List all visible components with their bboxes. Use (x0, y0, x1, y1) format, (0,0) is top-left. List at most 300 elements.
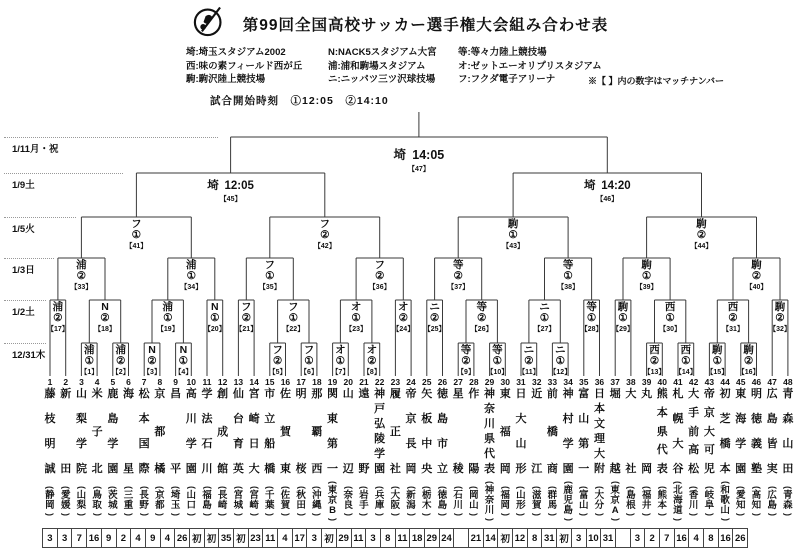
match-5-label (268, 345, 288, 377)
match-label-part: ① (539, 312, 550, 324)
prefecture-paren-open: ( (720, 481, 731, 484)
prefecture-char: 愛 (60, 490, 71, 501)
team-number: 40 (657, 377, 667, 387)
appearance-count-cell: 23 (248, 528, 264, 548)
prefecture-paren-close: ) (422, 513, 433, 516)
team-name-char: 覇 (311, 425, 323, 438)
match-label-part: ② (76, 270, 87, 282)
prefecture-paren-open: ( (516, 486, 527, 489)
match-label-part: 【8】 (362, 369, 381, 376)
team-prefecture (312, 476, 322, 526)
prefecture-char: 知 (751, 500, 762, 511)
team-column (780, 377, 796, 526)
appearance-count-cell: 初 (321, 528, 337, 548)
match-label-part: ① (681, 355, 691, 367)
prefecture-paren-close: ) (45, 513, 56, 516)
match-19-label (158, 302, 178, 334)
prefecture-char: 島 (626, 490, 636, 501)
match-label-part: 【34】 (180, 284, 203, 291)
team-name-char: 関 (327, 388, 339, 400)
team-number: 1 (47, 377, 53, 387)
match-label-part: 等 (562, 259, 574, 271)
match-label-part: ニ (539, 301, 550, 313)
team-name (500, 389, 511, 475)
team-column (105, 377, 121, 526)
team-name-char: 昌 (170, 388, 182, 400)
team-number: 47 (767, 377, 777, 387)
team-name-char: 神 (484, 388, 496, 400)
team-name-char: 辺 (342, 463, 354, 475)
match-label-part: 浦 (186, 259, 197, 271)
team-name-char: 大 (672, 438, 684, 450)
team-prefecture (343, 476, 353, 526)
match-label-part: 【12】 (549, 369, 572, 376)
prefecture-paren-close: ) (249, 513, 260, 516)
team-name-char: 前 (546, 388, 558, 400)
team-name-char: 橘 (154, 463, 166, 475)
team-name-char: 代 (484, 448, 496, 460)
appearance-count-cell: 16 (718, 528, 734, 548)
appearance-count-cell: 初 (233, 528, 249, 548)
team-name-char: 梨 (75, 413, 87, 425)
prefecture-char: 高 (751, 490, 762, 501)
match-label-part: 【36】 (368, 284, 391, 291)
team-column (592, 377, 608, 526)
match-label-part: N (211, 301, 219, 313)
match-label-part: ① (265, 270, 275, 282)
date-separator-line (4, 217, 76, 218)
team-name (217, 389, 228, 475)
appearance-count-cell: 26 (174, 528, 190, 548)
prefecture-char: 岩 (359, 490, 369, 501)
appearance-count-cell: 8 (380, 528, 396, 548)
team-name-char: 国 (138, 438, 150, 450)
team-name-char: 新 (60, 388, 72, 400)
prefecture-char: 山 (516, 490, 526, 501)
team-number: 32 (532, 377, 542, 387)
team-name-char: 橋 (264, 463, 276, 475)
prefecture-paren-open: ( (296, 486, 307, 489)
match-label-part: ② (115, 355, 126, 367)
match-label-part: ① (492, 355, 503, 367)
prefecture-paren-open: ( (626, 486, 637, 489)
prefecture-paren-close: ) (296, 513, 307, 516)
prefecture-paren-close: ) (375, 513, 386, 516)
team-column (74, 377, 90, 526)
prefecture-char: 岡 (469, 490, 479, 501)
match-label-part: ② (775, 312, 785, 324)
match-label-part: ② (696, 229, 707, 241)
team-name-char: 商 (546, 463, 558, 475)
team-name-char: 大 (248, 463, 260, 475)
team-number: 8 (157, 377, 163, 387)
team-name-char: 院 (75, 463, 87, 475)
appearance-count-cell: 16 (86, 528, 102, 548)
team-prefecture (249, 476, 259, 526)
match-label-part: 【15】 (706, 369, 729, 376)
prefecture-paren-close: ) (657, 513, 668, 516)
match-label-part: ① (563, 270, 573, 282)
match-9-label (456, 345, 476, 377)
prefecture-paren-open: ( (657, 486, 668, 489)
match-label-part: ② (272, 355, 283, 367)
match-label-part: フ (374, 259, 385, 271)
team-name-char: 東 (327, 413, 339, 425)
prefecture-char: 島 (767, 500, 777, 511)
appearance-count-cell: 11 (395, 528, 411, 548)
team-column (607, 377, 623, 526)
prefecture-paren-open: ( (139, 486, 150, 489)
team-name (657, 389, 668, 475)
prefecture-char: 山 (469, 500, 479, 511)
team-prefecture (234, 476, 244, 526)
prefecture-paren-close: ) (343, 513, 354, 516)
team-name (751, 389, 762, 475)
team-number: 39 (641, 377, 652, 387)
prefecture-char: 川 (484, 505, 495, 516)
match-label-part: 【28】 (580, 326, 603, 333)
prefecture-paren-close: ) (202, 513, 213, 516)
team-column (560, 377, 576, 526)
team-name-char: 那 (311, 388, 323, 400)
prefecture-paren-open: ( (359, 486, 370, 489)
team-name-char: 本 (719, 463, 731, 475)
match-label-part: 【41】 (125, 243, 148, 250)
team-name-char: 札 (672, 388, 684, 400)
prefecture-paren-open: ( (689, 486, 700, 489)
prefecture-char: 福 (202, 490, 212, 501)
team-name-char: 創 (217, 388, 229, 400)
team-name-char: 大 (688, 388, 700, 400)
team-name-char: 手 (688, 406, 700, 419)
appearance-count-cell: 4 (160, 528, 176, 548)
team-name-char: 際 (138, 463, 150, 475)
match-label-part: 【13】 (643, 369, 666, 376)
team-prefecture (767, 476, 777, 526)
team-number: 28 (469, 377, 479, 387)
match-43-label (503, 219, 523, 251)
team-name-char: 大 (703, 425, 715, 438)
prefecture-paren-open: ( (751, 486, 762, 489)
team-name-char: 日 (515, 388, 527, 400)
team-name-char: 実 (766, 463, 778, 475)
prefecture-paren-close: ) (783, 513, 794, 516)
match-label-part: ② (320, 229, 330, 241)
match-label-part: ② (728, 312, 738, 324)
prefecture-paren-open: ( (155, 486, 166, 489)
prefecture-char: 賀 (280, 500, 291, 511)
venue-legend-entry: フ:フクダ電子アリーナ (458, 74, 556, 85)
team-column (89, 377, 105, 526)
team-name-char: 成 (217, 425, 229, 438)
team-prefecture (328, 476, 338, 526)
start-times: 試合開始時刻 ①12:05 ②14:10 (210, 95, 389, 107)
match-22-label (283, 302, 303, 334)
team-number: 25 (422, 377, 432, 387)
team-number: 17 (296, 377, 306, 387)
match-label-part: ① (641, 270, 652, 282)
match-24-label (393, 302, 413, 334)
team-name-char: 島 (766, 413, 778, 425)
match-label-part: ② (241, 312, 251, 324)
team-column (529, 377, 545, 526)
team-prefecture (92, 476, 102, 526)
team-prefecture (548, 476, 558, 526)
team-number: 22 (374, 377, 385, 387)
team-column (309, 377, 325, 526)
team-column (278, 377, 294, 526)
match-label-part: ① (586, 312, 597, 324)
team-column (733, 377, 749, 526)
match-1-label (79, 345, 99, 377)
venue-legend-entry: 駒:駒沢陸上競技場 (186, 74, 266, 85)
prefecture-char: 秋 (296, 490, 306, 501)
team-name-char: 可 (703, 444, 715, 457)
prefecture-char: 崎 (249, 500, 259, 511)
appearance-count-cell: 初 (497, 528, 513, 548)
prefecture-paren-close: ) (469, 513, 480, 516)
team-number: 19 (327, 377, 338, 387)
team-name-char: 市 (436, 438, 448, 450)
prefecture-char: 岡 (45, 500, 55, 511)
team-name-char: 学 (374, 448, 386, 460)
team-name-char: 東 (735, 388, 747, 400)
prefecture-paren-open: ( (280, 486, 291, 489)
prefecture-char: 佐 (280, 490, 291, 501)
team-name (594, 389, 605, 475)
team-name-char: 都 (154, 425, 166, 438)
appearance-count-cell: 3 (571, 528, 587, 548)
match-38-label (558, 260, 578, 292)
appearance-count-cell (615, 528, 631, 548)
team-column (466, 377, 482, 526)
match-label-part: オ (366, 344, 378, 356)
match-label-part: 【3】 (143, 369, 161, 376)
team-name-char: 園 (107, 463, 119, 475)
prefecture-paren-close: ) (328, 518, 339, 521)
team-prefecture (626, 476, 636, 526)
match-label-part: フ (303, 344, 315, 356)
match-label-part: 【7】 (331, 369, 350, 376)
team-number: 6 (126, 377, 131, 387)
appearance-count-cell: 2 (644, 528, 660, 548)
prefecture-paren-close: ) (359, 513, 370, 516)
match-12-label (550, 345, 570, 377)
team-name-char: 学 (562, 438, 574, 450)
prefecture-char: 新 (406, 490, 416, 501)
team-number: 11 (202, 377, 212, 387)
team-prefecture (61, 476, 71, 526)
match-27-label (535, 302, 555, 334)
match-label-part: 浦 (162, 301, 174, 313)
team-column (58, 377, 74, 526)
team-prefecture (186, 476, 196, 526)
team-number: 46 (751, 377, 762, 387)
team-number: 37 (610, 377, 620, 387)
team-name (296, 389, 307, 475)
team-number: 30 (500, 377, 510, 387)
prefecture-paren-open: ( (186, 486, 197, 489)
team-column (121, 377, 137, 526)
team-prefecture (705, 476, 715, 526)
prefecture-paren-open: ( (249, 486, 260, 489)
team-name-char: 賀 (279, 425, 291, 438)
team-name (563, 389, 574, 475)
match-label-part: ② (743, 355, 754, 367)
appearance-count-cell: 11 (262, 528, 278, 548)
team-name-char: 皆 (766, 438, 778, 450)
prefecture-char: 崎 (217, 500, 228, 511)
appearance-count-cell: 29 (336, 528, 352, 548)
appearance-count-cell: 初 (556, 528, 572, 548)
team-name-char: 明 (44, 438, 56, 450)
team-name (76, 389, 87, 475)
team-name (610, 389, 621, 475)
team-name-char: 熊 (656, 388, 668, 400)
team-name-char: 履 (389, 388, 401, 400)
match-26-label (472, 302, 492, 334)
appearance-count-cell: 3 (57, 528, 73, 548)
team-name-char: 本 (656, 406, 668, 419)
match-label-part: ① (665, 312, 675, 324)
match-label-part: 等 (492, 344, 503, 356)
prefecture-paren-close: ) (720, 518, 731, 521)
team-name-char: 近 (531, 388, 543, 400)
team-prefecture (438, 476, 448, 526)
match-label-part: 【4】 (174, 369, 193, 376)
team-prefecture (532, 476, 542, 526)
match-37-label (448, 260, 468, 292)
match-13-label (645, 345, 665, 377)
team-name-char: 佐 (279, 388, 291, 400)
match-4-label (173, 345, 193, 377)
team-name-char: 橋 (546, 425, 558, 438)
prefecture-char: 庫 (374, 500, 385, 511)
team-name-char: 学 (107, 438, 119, 450)
match-label-part: ① (508, 229, 518, 241)
team-prefecture (610, 476, 620, 526)
match-10-label (487, 345, 507, 377)
appearance-count-cell: 8 (703, 528, 719, 548)
team-prefecture (171, 476, 181, 526)
team-name-char: 館 (217, 463, 229, 475)
date-separator-line (4, 343, 46, 344)
prefecture-paren-close: ) (312, 513, 323, 516)
team-column (576, 377, 592, 526)
prefecture-paren-open: ( (92, 486, 103, 489)
prefecture-paren-open: ( (422, 486, 433, 489)
team-name-char: 正 (389, 425, 401, 438)
team-prefecture (296, 476, 306, 526)
team-name-char: 岡 (499, 463, 511, 475)
match-21-label (236, 302, 256, 334)
match-20-label (205, 302, 225, 334)
team-prefecture (579, 476, 589, 526)
team-name (44, 389, 55, 475)
team-number: 10 (186, 377, 196, 387)
match-label-part: 浦 (52, 301, 64, 313)
team-name (311, 389, 322, 475)
team-name-char: 仙 (232, 388, 244, 400)
prefecture-char: 千 (264, 490, 275, 501)
team-name-char: 川 (484, 418, 496, 430)
team-name-char: 遠 (358, 388, 370, 400)
team-number: 18 (312, 377, 322, 387)
match-25-label (425, 302, 445, 334)
team-prefecture (563, 476, 573, 526)
team-name-char: 県 (484, 433, 496, 445)
match-label-part: 【18】 (94, 326, 116, 333)
prefecture-char: 野 (139, 500, 149, 511)
match-6-label (299, 345, 319, 377)
prefecture-paren-open: ( (594, 486, 605, 489)
prefecture-char: 香 (688, 490, 699, 501)
team-number: 5 (110, 377, 116, 387)
team-number: 21 (359, 377, 369, 387)
team-column (199, 377, 215, 526)
team-name (358, 389, 369, 475)
team-number: 7 (141, 377, 147, 387)
prefecture-char: 広 (767, 490, 777, 501)
prefecture-paren-open: ( (171, 486, 182, 489)
team-name (233, 389, 244, 475)
prefecture-char: 島 (202, 500, 212, 511)
prefecture-char: 口 (186, 500, 196, 511)
team-name-char: 表 (484, 463, 496, 475)
team-name-char: 山 (515, 438, 527, 450)
prefecture-paren-open: ( (736, 486, 747, 489)
appearance-count-cell: 21 (468, 528, 484, 548)
match-label-part: フ (272, 344, 283, 356)
team-name-char: 子 (91, 425, 103, 438)
prefecture-char: 手 (359, 500, 369, 511)
team-prefecture (736, 476, 746, 526)
match-33-label (71, 260, 91, 292)
team-column (168, 377, 184, 526)
match-label-part: 駒 (743, 344, 754, 356)
team-number: 34 (563, 377, 573, 387)
prefecture-paren-close: ) (280, 513, 291, 516)
team-name-char: 日 (593, 388, 605, 400)
team-name-char: 日 (248, 438, 260, 450)
team-name-char: 央 (421, 463, 433, 475)
match-label-part: 西 (727, 301, 739, 313)
team-name-char: 星 (452, 388, 464, 400)
team-name (264, 389, 275, 475)
prefecture-char: 道 (673, 505, 683, 516)
venue-legend-entry: N:NACK5スタジアム大宮 (328, 47, 437, 58)
prefecture-paren-open: ( (406, 486, 417, 489)
team-name-char: 理 (593, 433, 605, 445)
prefecture-char: 和 (720, 485, 730, 496)
prefecture-char: 馬 (547, 500, 558, 511)
team-prefecture (689, 476, 699, 526)
team-name-char: 山 (782, 438, 794, 450)
match-label-part: 西 (680, 344, 692, 356)
prefecture-paren-close: ) (124, 513, 135, 516)
appearance-count-cell: 18 (409, 528, 425, 548)
appearance-count-cell: 初 (204, 528, 220, 548)
date-separator-line (4, 137, 218, 138)
match-31-label (723, 302, 743, 334)
team-prefecture (422, 476, 432, 526)
team-number: 20 (343, 377, 353, 387)
prefecture-paren-close: ) (265, 513, 276, 516)
match-label-part: 駒 (696, 218, 707, 230)
team-name-char: 星 (123, 463, 135, 475)
team-column (513, 377, 529, 526)
team-column (702, 377, 718, 526)
